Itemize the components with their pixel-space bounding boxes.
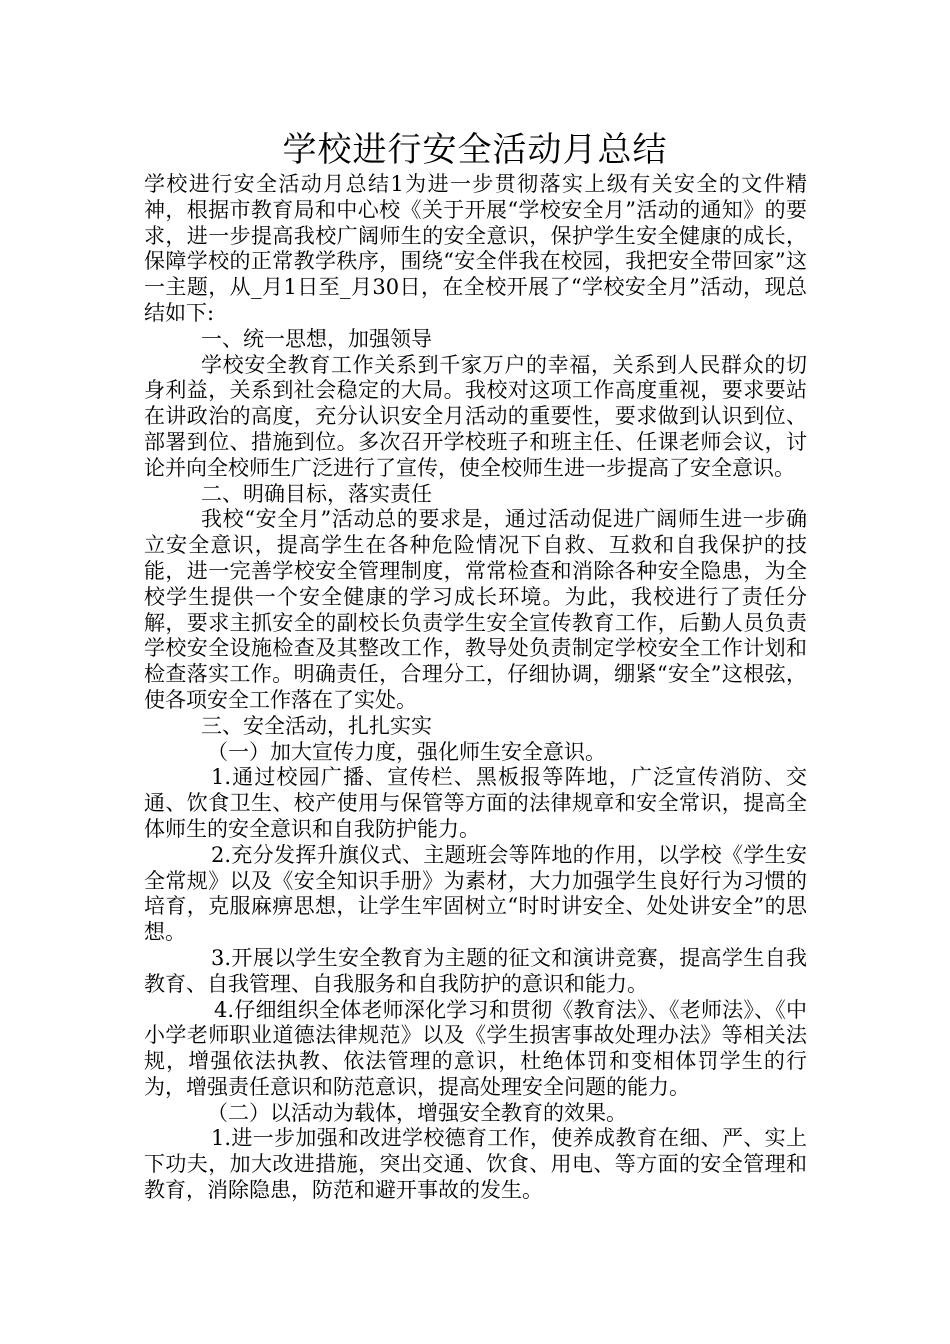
subsection-heading-1: （一）加大宣传力度，强化师生安全意识。 — [207, 739, 606, 764]
intro-paragraph: 学校进行安全活动月总结1为进一步贯彻落实上级有关安全的文件精神，根据市教育局和中心校《关于开展“学校安全月”活动的通知》的要求，进一步提高我校广阔师生的安全意识，保护学生安全健康的成长，保障学校的正常教学秩序，围绕“安全伴我在校园，我把安全带回家”这一主题，从_月1日至_月30日，在全校开展了“学校安全月”活动，现总结如下: — [144, 172, 807, 325]
section-heading-3: 三、安全活动，扎扎实实 — [201, 713, 432, 738]
section-heading-2: 二、明确目标，落实责任 — [201, 481, 432, 506]
document-body — [144, 172, 807, 1204]
list-item-3: 3.开展以学生安全教育为主题的征文和演讲竞赛，提高学生自我教育、自我管理、自我服务和自我防护的意识和能力。 — [144, 945, 807, 996]
list-item-2: 2.充分发挥升旗仪式、主题班会等阵地的作用，以学校《学生安全常规》以及《安全知识手册》为素材，大力加强学生良好行为习惯的培育，克服麻痹思想，让学生牢固树立“时时讲安全、处处讲安全”的思想。 — [144, 842, 807, 945]
section-heading-1: 一、统一思想，加强领导 — [201, 326, 432, 351]
subsection-heading-2: （二）以活动为载体，增强安全教育的效果。 — [207, 1100, 627, 1125]
document-title: 学校进行安全活动月总结 — [282, 130, 668, 170]
list-item-5: 1.进一步加强和改进学校德育工作，使养成教育在细、严、实上下功夫，加大改进措施，突出交通、饮食、用电、等方面的安全管理和教育，消除隐患，防范和避开事故的发生。 — [144, 1126, 807, 1203]
body-paragraph: 学校安全教育工作关系到千家万户的幸福，关系到人民群众的切身利益，关系到社会稳定的大局。我校对这项工作高度重视，要求要站在讲政治的高度，充分认识安全月活动的重要性，要求做到认识到位、部署到位、措施到位。多次召开学校班子和班主任、任课老师会议，讨论并向全校师生广泛进行了宣传，使全校师生进一步提高了安全意识。 — [144, 352, 807, 480]
body-paragraph: 我校“安全月”活动总的要求是，通过活动促进广阔师生进一步确立安全意识，提高学生在各种危险情况下自救、互救和自我保护的技能，进一完善学校安全管理制度，常常检查和消除各种安全隐患，为全校学生提供一个安全健康的学习成长环境。为此，我校进行了责任分解，要求主抓安全的副校长负责学生安全宣传教育工作，后勤人员负责学校安全设施检查及其整改工作，教导处负责制定学校安全工作计划和检查落实工作。明确责任，合理分工，仔细协调，绷紧“安全”这根弦，使各项安全工作落在了实处。 — [144, 507, 807, 712]
list-item-4: 4.仔细组织全体老师深化学习和贯彻《教育法》、《老师法》、《中小学老师职业道德法律规范》以及《学生损害事故处理办法》等相关法规，增强依法执教、依法管理的意识，杜绝体罚和变相体罚学生的行为，增强责任意识和防范意识，提高处理安全问题的能力。 — [144, 997, 807, 1099]
list-item-1: 1.通过校园广播、宣传栏、黑板报等阵地，广泛宣传消防、交通、饮食卫生、校产使用与保管等方面的法律规章和安全常识，提高全体师生的安全意识和自我防护能力。 — [144, 765, 807, 841]
